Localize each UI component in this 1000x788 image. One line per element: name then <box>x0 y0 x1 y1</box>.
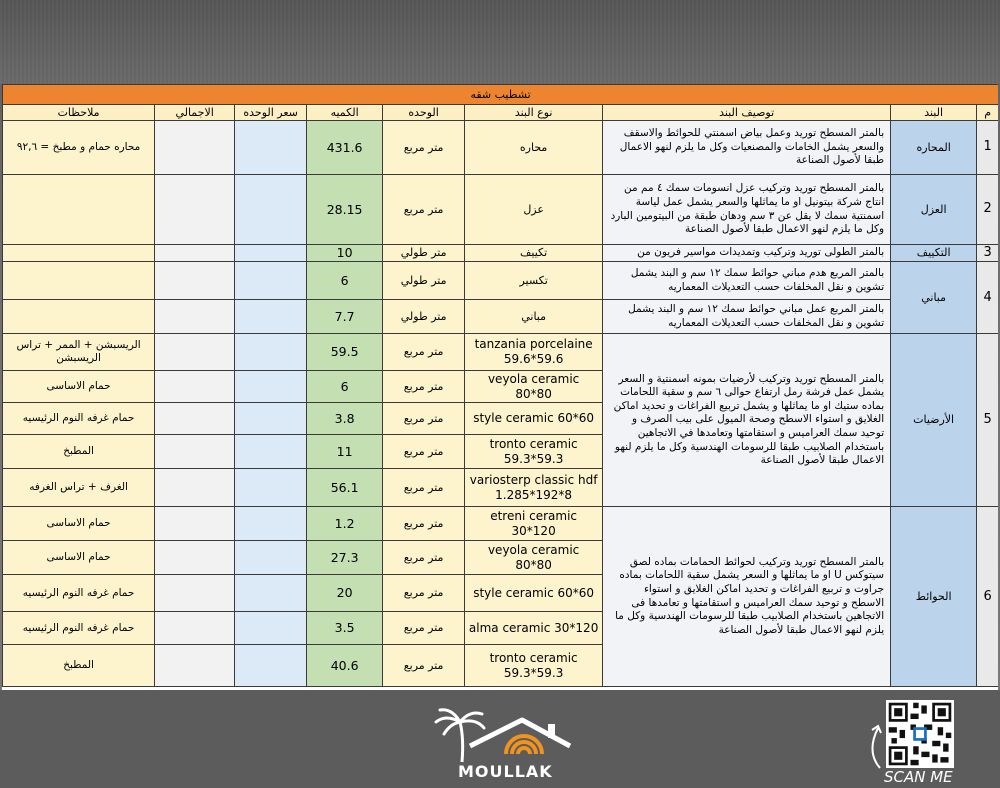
unit-price-cell[interactable] <box>235 403 307 435</box>
header-desc: توصيف البند <box>603 105 891 121</box>
item-notes[interactable] <box>3 300 155 334</box>
item-unit[interactable]: متر طولي <box>383 262 465 300</box>
item-unit[interactable]: متر مربع <box>383 435 465 469</box>
item-quantity[interactable]: 431.6 <box>307 121 383 175</box>
item-type[interactable]: veyola ceramic 80*80 <box>465 541 603 575</box>
row-number: 6 <box>977 507 998 687</box>
table-row <box>3 245 999 262</box>
item-type[interactable]: style ceramic 60*60 <box>465 403 603 435</box>
header-item: البند <box>891 105 977 121</box>
item-type[interactable]: style ceramic 60*60 <box>465 575 603 612</box>
item-unit[interactable]: متر مربع <box>383 612 465 645</box>
header-price: سعر الوحده <box>235 105 307 121</box>
item-quantity[interactable]: 10 <box>307 245 383 262</box>
total-cell[interactable] <box>155 262 235 300</box>
table-row <box>3 300 999 334</box>
item-notes[interactable]: حمام غرفه النوم الرئيسيه <box>3 403 155 435</box>
item-quantity[interactable]: 1.2 <box>307 507 383 541</box>
item-notes[interactable]: حمام غرفه النوم الرئيسيه <box>3 575 155 612</box>
unit-price-cell[interactable] <box>235 541 307 575</box>
item-description[interactable]: بالمتر المربع هدم مباني حوائط سمك ١٢ سم و البند يشمل تشوين و نقل المخلفات حسب التعديلات المعماريه <box>603 262 891 300</box>
row-number: 2 <box>977 175 998 245</box>
item-notes[interactable]: حمام الاساسى <box>3 371 155 403</box>
total-cell[interactable] <box>155 175 235 245</box>
item-quantity[interactable]: 11 <box>307 435 383 469</box>
header-row <box>3 105 999 121</box>
item-unit[interactable]: متر مربع <box>383 334 465 371</box>
item-description[interactable]: بالمتر الطولى توريد وتركيب وتمديدات مواسير فريون من <box>603 245 891 262</box>
header-m: م <box>977 105 998 121</box>
item-unit[interactable]: متر مربع <box>383 645 465 687</box>
item-unit[interactable]: متر طولي <box>383 245 465 262</box>
table-row <box>3 262 999 300</box>
item-name[interactable]: الأرضيات <box>891 334 977 507</box>
scan-me-label: SCAN ME <box>884 768 953 786</box>
item-quantity[interactable]: 6 <box>307 371 383 403</box>
item-notes[interactable]: محاره حمام و مطبخ = ٩٢,٦ <box>3 121 155 175</box>
item-unit[interactable]: متر مربع <box>383 507 465 541</box>
unit-price-cell[interactable] <box>235 612 307 645</box>
item-description[interactable]: بالمتر المربع عمل مباني حوائط سمك ١٢ سم و البند يشمل تشوين و نقل المخلفات حسب التعديلات المعماريه <box>603 300 891 334</box>
item-unit[interactable]: متر مربع <box>383 121 465 175</box>
item-name[interactable]: العزل <box>891 175 977 245</box>
total-cell[interactable] <box>155 121 235 175</box>
header-qty: الكميه <box>307 105 383 121</box>
total-cell[interactable] <box>155 403 235 435</box>
curved-arrow-icon <box>864 722 884 772</box>
unit-price-cell[interactable] <box>235 245 307 262</box>
item-unit[interactable]: متر مربع <box>383 371 465 403</box>
unit-price-cell[interactable] <box>235 371 307 403</box>
unit-price-cell[interactable] <box>235 262 307 300</box>
item-unit[interactable]: متر طولي <box>383 300 465 334</box>
item-description[interactable]: بالمتر المسطح توريد وتركيب لأرضيات بمونه اسمنتية و السعر يشمل عمل فرشة رمل ارتفاع حوالى ٦ سم و سقية اللحامات بماده ستيك او ما يماثلها و يشمل تربيع الفراغات و تحديد اماكن الغلايق و استواء الاسطح وصحة الميول على بيب الصرف و توحيد سمك العراميس و استقامتها وتعامدها في الاتجاهين باستخدام الصلابيب طبقا للرسومات الهندسية وكل ما يلزم لنهو الاعمال طبقا لأصول الصناعة <box>603 334 891 507</box>
item-type[interactable]: مباني <box>465 300 603 334</box>
title-row <box>3 85 999 105</box>
total-cell[interactable] <box>155 612 235 645</box>
item-type[interactable]: etreni ceramic 30*120 <box>465 507 603 541</box>
total-cell[interactable] <box>155 300 235 334</box>
total-cell[interactable] <box>155 371 235 403</box>
unit-price-cell[interactable] <box>235 300 307 334</box>
item-quantity[interactable]: 7.7 <box>307 300 383 334</box>
item-notes[interactable]: حمام الاساسى <box>3 507 155 541</box>
item-quantity[interactable]: 40.6 <box>307 645 383 687</box>
total-cell[interactable] <box>155 435 235 469</box>
boq-table <box>2 84 998 687</box>
row-number: 5 <box>977 334 998 507</box>
spreadsheet <box>2 84 998 690</box>
item-unit[interactable]: متر مربع <box>383 575 465 612</box>
item-unit[interactable]: متر مربع <box>383 469 465 507</box>
header-type: نوع البند <box>465 105 603 121</box>
table-row <box>3 121 999 175</box>
row-number: 1 <box>977 121 998 175</box>
total-cell[interactable] <box>155 469 235 507</box>
row-number: 3 <box>977 245 998 262</box>
table-row <box>3 334 999 371</box>
unit-price-cell[interactable] <box>235 507 307 541</box>
item-unit[interactable]: متر مربع <box>383 175 465 245</box>
item-type[interactable]: alma ceramic 30*120 <box>465 612 603 645</box>
sheet-title: تشطيب شقه <box>3 85 999 105</box>
item-description[interactable]: بالمتر المسطح توريد وتركيب لحوائط الحمامات بماده لصق سيتوكس U او ما يماثلها و السعر يشمل سقية اللحامات بماده جراوت و تربيع الفراغات و تحديد اماكن الغلايق و استواء الاسطح و توحيد سمك العراميس و استقامتها و تعامدها فى الاتجاهين باستخدام الصلابيب طبقا للرسومات الهندسية وكل ما يلزم لنهو الاعمال طبقا لأصول الصناعة <box>603 507 891 687</box>
item-notes[interactable] <box>3 175 155 245</box>
unit-price-cell[interactable] <box>235 121 307 175</box>
qr-code-icon[interactable] <box>886 700 954 768</box>
item-type[interactable]: tronto ceramic 59.3*59.3 <box>465 645 603 687</box>
item-quantity[interactable]: 28.15 <box>307 175 383 245</box>
header-unit: الوحده <box>383 105 465 121</box>
row-number: 4 <box>977 262 998 334</box>
unit-price-cell[interactable] <box>235 334 307 371</box>
unit-price-cell[interactable] <box>235 575 307 612</box>
item-type[interactable]: تكسير <box>465 262 603 300</box>
unit-price-cell[interactable] <box>235 645 307 687</box>
item-description[interactable]: بالمتر المسطح توريد وتركيب عزل انسومات سمك ٤ مم من انتاج شركة بيتونيل او ما يماثلها والسعر يشمل عمل لياسة اسمنتية سمك لا يقل عن ٣ سم ودهان طبقة من البيتومين البارد وكل ما يلزم لنهو الاعمال طبقا لأصول الصناعة <box>603 175 891 245</box>
item-quantity[interactable]: 6 <box>307 262 383 300</box>
total-cell[interactable] <box>155 575 235 612</box>
header-total: الاجمالي <box>155 105 235 121</box>
item-name[interactable]: الحوائط <box>891 507 977 687</box>
item-quantity[interactable]: 3.5 <box>307 612 383 645</box>
item-notes[interactable]: حمام الاساسى <box>3 541 155 575</box>
item-notes[interactable]: الريسبشن + الممر + تراس الريسبشن <box>3 334 155 371</box>
total-cell[interactable] <box>155 645 235 687</box>
total-cell[interactable] <box>155 507 235 541</box>
item-name[interactable]: التكييف <box>891 245 977 262</box>
header-notes: ملاحظات <box>3 105 155 121</box>
item-quantity[interactable]: 59.5 <box>307 334 383 371</box>
item-notes[interactable]: المطبخ <box>3 435 155 469</box>
table-row <box>3 175 999 245</box>
item-type[interactable]: تكييف <box>465 245 603 262</box>
brand-name: MOULLAK <box>458 762 553 781</box>
item-description[interactable]: بالمتر المسطح توريد وعمل بياض اسمنتي للحوائط والاسقف والسعر يشمل الخامات والمصنعيات وكل ما يلزم لنهو الاعمال طبقا لأصول الصناعة <box>603 121 891 175</box>
item-type[interactable]: tanzania porcelaine 59.6*59.6 <box>465 334 603 371</box>
item-quantity[interactable]: 56.1 <box>307 469 383 507</box>
total-cell[interactable] <box>155 245 235 262</box>
item-type[interactable]: veyola ceramic 80*80 <box>465 371 603 403</box>
item-name[interactable]: مباني <box>891 262 977 334</box>
item-name[interactable]: المحاره <box>891 121 977 175</box>
item-notes[interactable]: الغرف + تراس الغرفه <box>3 469 155 507</box>
item-type[interactable]: variosterp classic hdf 1.285*192*8 <box>465 469 603 507</box>
item-type[interactable]: tronto ceramic 59.3*59.3 <box>465 435 603 469</box>
item-type[interactable]: عزل <box>465 175 603 245</box>
item-notes[interactable]: المطبخ <box>3 645 155 687</box>
item-quantity[interactable]: 3.8 <box>307 403 383 435</box>
item-notes[interactable] <box>3 245 155 262</box>
item-quantity[interactable]: 20 <box>307 575 383 612</box>
unit-price-cell[interactable] <box>235 435 307 469</box>
item-unit[interactable]: متر مربع <box>383 403 465 435</box>
item-notes[interactable] <box>3 262 155 300</box>
table-row <box>3 507 999 541</box>
item-quantity[interactable]: 27.3 <box>307 541 383 575</box>
item-type[interactable]: محاره <box>465 121 603 175</box>
item-notes[interactable]: حمام غرفه النوم الرئيسيه <box>3 612 155 645</box>
unit-price-cell[interactable] <box>235 175 307 245</box>
unit-price-cell[interactable] <box>235 469 307 507</box>
item-unit[interactable]: متر مربع <box>383 541 465 575</box>
total-cell[interactable] <box>155 334 235 371</box>
top-background <box>0 0 1000 84</box>
total-cell[interactable] <box>155 541 235 575</box>
